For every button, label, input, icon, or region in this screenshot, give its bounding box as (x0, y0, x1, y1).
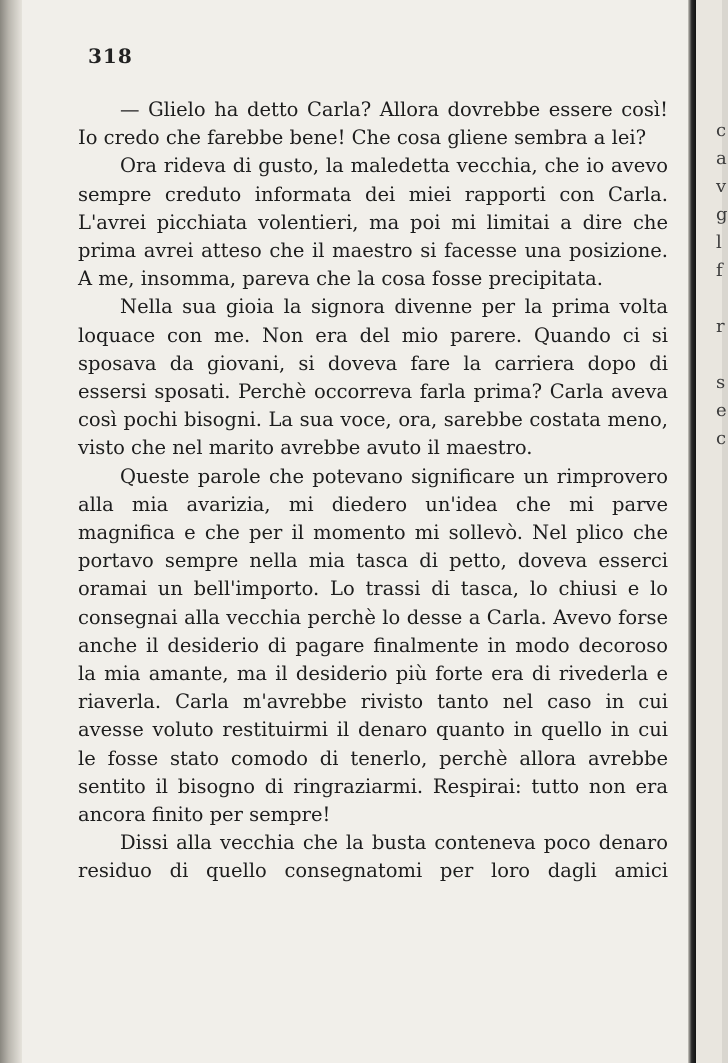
paragraph-5: Dissi alla vecchia che la busta conteneva poco denaro residuo di quello consegnatomi per loro dagli amici (78, 831, 668, 883)
facing-page-letter: s (716, 372, 726, 393)
facing-page-letter: l (716, 232, 722, 253)
page-body (78, 96, 668, 886)
page-binding-edge (0, 0, 22, 1063)
paragraph-3: Nella sua gioia la signora divenne per la prima volta loquace con me. Non era del mio parere. Quando ci si sposava da giovani, si doveva fare la carriera dopo di essersi sposati. Perchè occorreva farla prima? Carla aveva così pochi bisogni. La sua voce, ora, sarebbe costata meno, visto che nel marito avrebbe avuto il maestro. (78, 295, 668, 460)
facing-page-letter: v (716, 176, 727, 197)
facing-page-letter: f (716, 260, 723, 281)
facing-page-letter: a (716, 148, 727, 169)
facing-page-letter: c (716, 428, 727, 449)
paragraph-2: Ora rideva di gusto, la maledetta vecchia, che io avevo sempre creduto informata dei miei rapporti con Carla. L'avrei picchiata volentieri, ma poi mi limitai a dire che prima avrei atteso che il maestro si facesse una posizione. A me, insomma, pareva che la cosa fosse precipitata. (78, 154, 668, 291)
book-gutter (688, 0, 696, 1063)
facing-page-letter: c (716, 120, 727, 141)
page-number: 318 (88, 44, 133, 68)
paragraph-1: — Glielo ha detto Carla? Allora dovrebbe essere così! Io credo che farebbe bene! Che cosa gliene sembra a lei? (78, 98, 668, 150)
facing-page-edge (696, 0, 728, 1063)
facing-page-letter: g (716, 204, 728, 225)
facing-page-letter: e (716, 400, 727, 421)
paragraph-4: Queste parole che potevano significare un rimprovero alla mia avarizia, mi diedero un'idea che mi parve magnifica e che per il momento mi sollevò. Nel plico che portavo sempre nella mia tasca di petto, doveva esserci oramai un bell'importo. Lo trassi di tasca, lo chiusi e lo consegnai alla vecchia perchè lo desse a Carla. Avevo forse anche il desiderio di pagare finalmente in modo decoroso la mia amante, ma il desiderio più forte era di rivederla e riaverla. Carla m'avrebbe rivisto tanto nel caso in cui avesse voluto restituirmi il denaro quanto in quello in cui le fosse stato comodo di tenerlo, perchè allora avrebbe sentito il bisogno di ringraziarmi. Respirai: tutto non era ancora finito per sempre! (78, 464, 668, 827)
facing-page-letter: r (716, 316, 725, 337)
